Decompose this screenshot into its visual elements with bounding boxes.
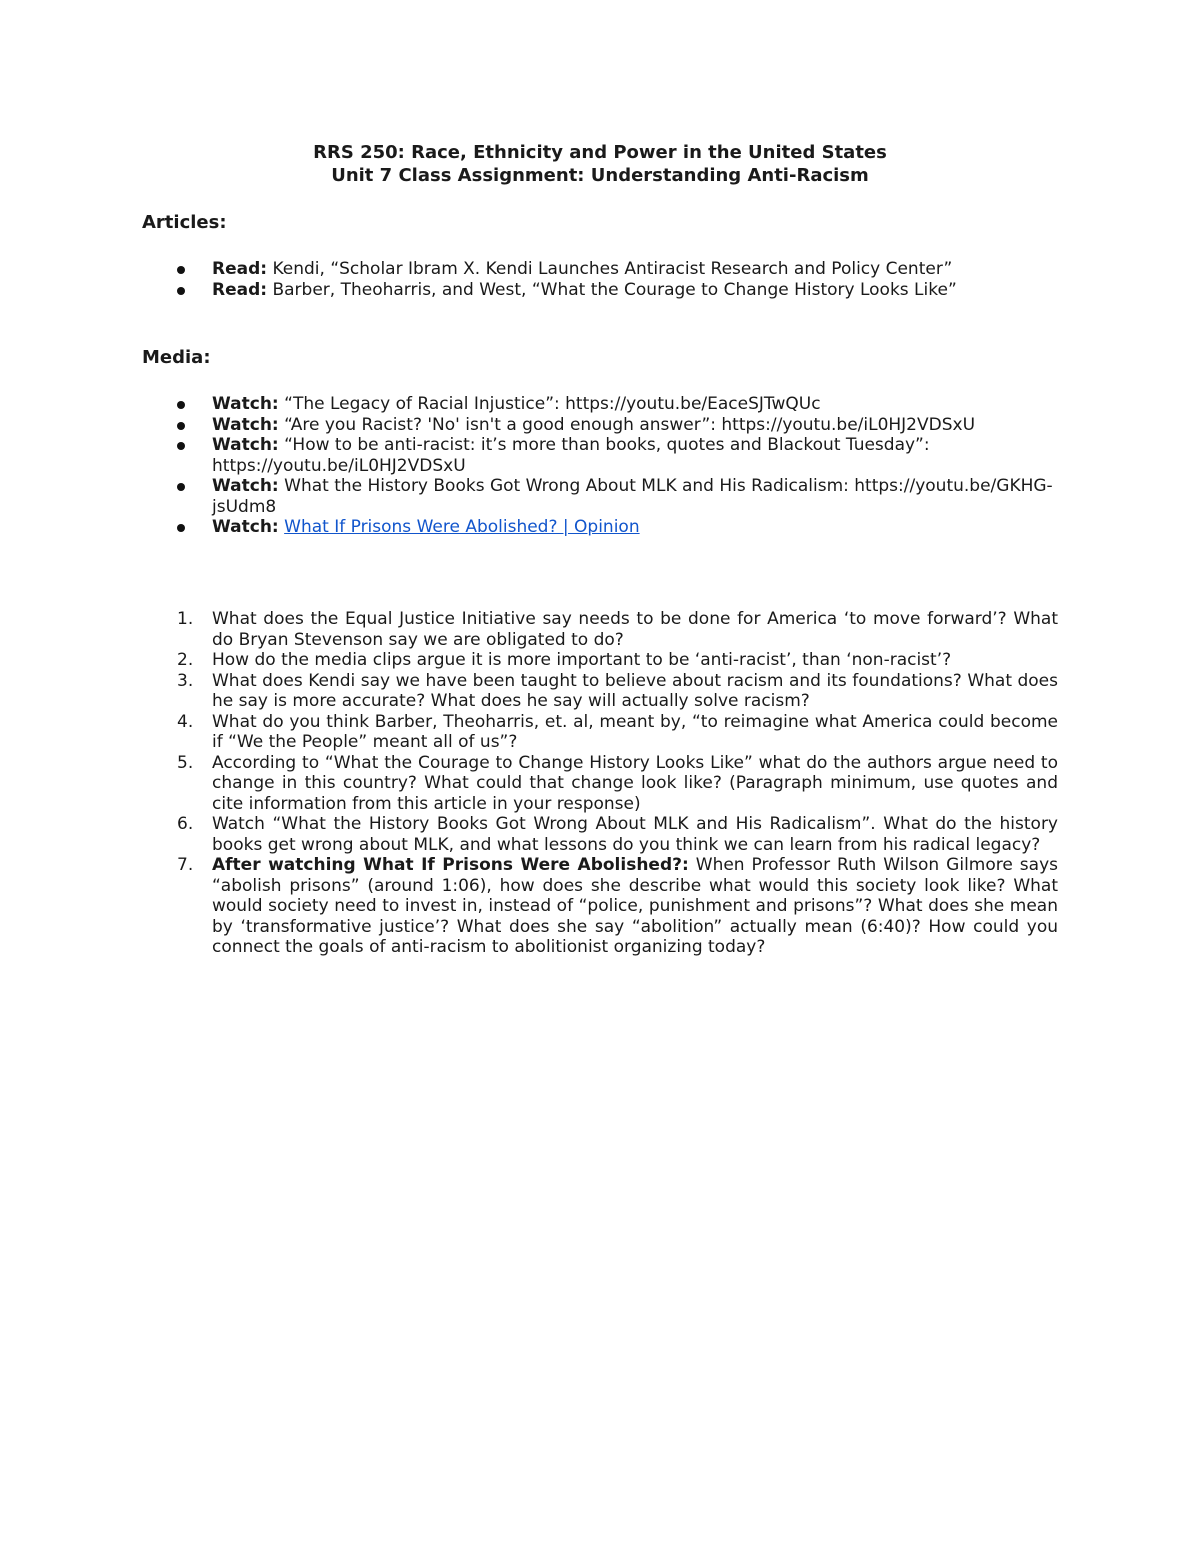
- item-text: “The Legacy of Racial Injustice”: https://youtu.be/EaceSJTwQUc: [278, 394, 821, 414]
- question-item: [142, 855, 1058, 958]
- question-number: 1.: [177, 609, 194, 629]
- item-label: Read:: [212, 279, 268, 300]
- item-label: Watch:: [212, 517, 279, 537]
- question-number: 5.: [177, 752, 194, 773]
- bullet-icon: [177, 524, 185, 532]
- question-item: [142, 650, 1058, 671]
- list-item: [142, 394, 1058, 415]
- question-text: What do you think Barber, Theoharris, et. al, meant by, “to reimagine what America could become if “We the People” meant all of us”?: [212, 711, 1058, 752]
- bullet-icon: [177, 266, 185, 274]
- media-heading: Media:: [142, 347, 211, 368]
- question-text: What does the Equal Justice Initiative say needs to be done for America ‘to move forward’? What do Bryan Stevenson say we are obligated to do?: [212, 609, 1058, 650]
- list-item: [142, 517, 1058, 538]
- video-link-prisons-abolished[interactable]: What If Prisons Were Abolished? | Opinion: [284, 517, 640, 537]
- question-text: When Professor Ruth Wilson Gilmore says “abolish prisons” (around 1:06), how does she describe what would this society look like? What would society need to invest in, instead of “police, punishment and prisons”? What does she mean by ‘transformative justice’? What does she say “abolition” actually mean (6:40)? How could you connect the goals of anti-racism to abolitionist organizing today?: [212, 855, 1058, 957]
- item-label: Watch:: [212, 394, 279, 414]
- question-item: [142, 609, 1058, 650]
- item-label: Watch:: [212, 476, 279, 496]
- articles-heading: Articles:: [142, 212, 227, 233]
- question-number: 6.: [177, 814, 194, 834]
- item-label: Watch:: [212, 414, 279, 435]
- bullet-icon: [177, 483, 185, 491]
- list-item: [142, 415, 1058, 436]
- question-item: [142, 671, 1058, 712]
- item-text: What the History Books Got Wrong About MLK and His Radicalism: https://youtu.be/GKHG-jsUdm8: [212, 476, 1053, 517]
- list-item: [142, 280, 1058, 301]
- question-number: 3.: [177, 670, 194, 691]
- bullet-icon: [177, 401, 185, 409]
- item-text: Barber, Theoharris, and West, “What the Courage to Change History Looks Like”: [267, 279, 957, 300]
- bullet-icon: [177, 422, 185, 430]
- list-item: [142, 435, 1058, 476]
- course-title: RRS 250: Race, Ethnicity and Power in the United States: [313, 142, 887, 163]
- question-item: [142, 753, 1058, 815]
- bullet-icon: [177, 287, 185, 295]
- bullet-icon: [177, 442, 185, 450]
- item-text: “Are you Racist? 'No' isn't a good enough answer”: https://youtu.be/iL0HJ2VDSxU: [278, 414, 976, 435]
- question-number: 7.: [177, 855, 194, 875]
- question-item: [142, 814, 1058, 855]
- question-item: [142, 712, 1058, 753]
- item-label: Read:: [212, 259, 268, 279]
- articles-list: [142, 259, 1058, 300]
- question-text: According to “What the Courage to Change History Looks Like” what do the authors argue need to change in this country? What could that change look like? (Paragraph minimum, use quotes and cite information from this article in your response): [212, 752, 1058, 814]
- question-text: Watch “What the History Books Got Wrong About MLK and His Radicalism”. What do the history books get wrong about MLK, and what lessons do you think we can learn from his radical legacy?: [212, 814, 1058, 855]
- question-lead: After watching What If Prisons Were Abolished?:: [212, 855, 689, 875]
- list-item: [142, 476, 1058, 517]
- item-text: “How to be anti-racist: it’s more than books, quotes and Blackout Tuesday”: https://youtu.be/iL0HJ2VDSxU: [212, 435, 930, 476]
- media-list: [142, 394, 1058, 538]
- question-text: How do the media clips argue it is more important to be ‘anti-racist’, than ‘non-racist’?: [212, 650, 952, 670]
- item-label: Watch:: [212, 435, 279, 455]
- question-number: 2.: [177, 650, 194, 670]
- title-block: [142, 141, 1058, 187]
- assignment-title: Unit 7 Class Assignment: Understanding Anti-Racism: [331, 165, 869, 186]
- questions-list: [142, 609, 1058, 958]
- item-text: Kendi, “Scholar Ibram X. Kendi Launches Antiracist Research and Policy Center”: [267, 259, 953, 279]
- question-text: What does Kendi say we have been taught to believe about racism and its foundations? What does he say is more accurate? What does he say will actually solve racism?: [212, 670, 1058, 711]
- list-item: [142, 259, 1058, 280]
- question-number: 4.: [177, 711, 194, 732]
